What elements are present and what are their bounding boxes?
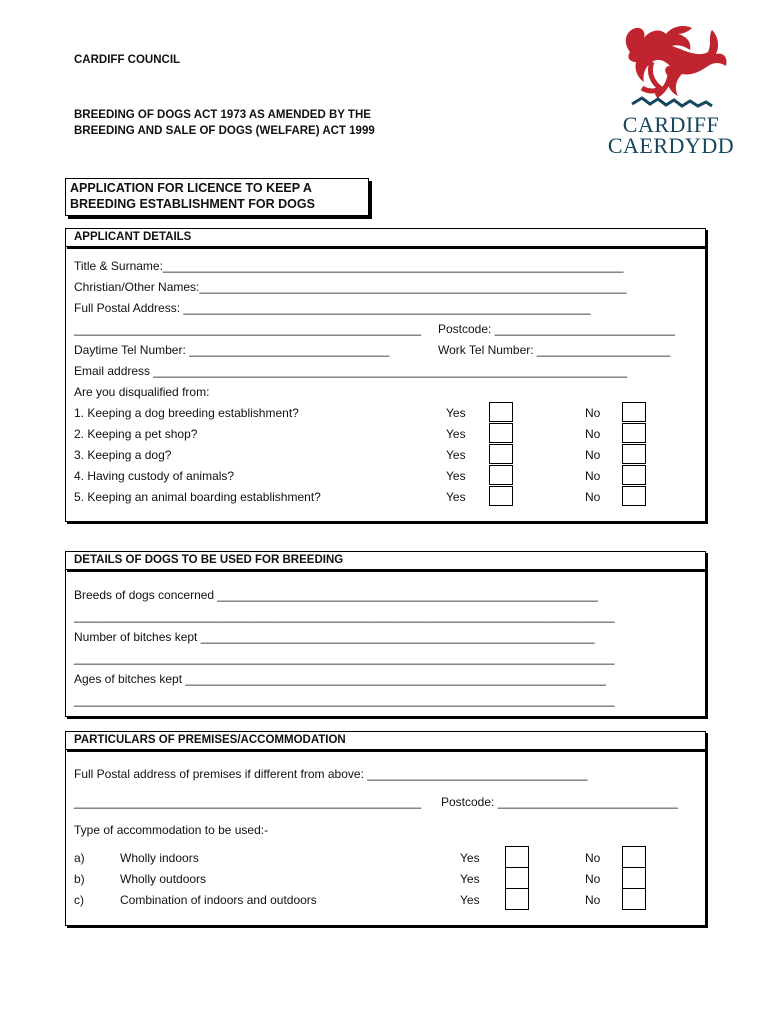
- breeds-field[interactable]: Breeds of dogs concerned _________________________________________________________: [74, 588, 598, 602]
- work-tel-field[interactable]: Work Tel Number: ____________________: [438, 343, 671, 357]
- premises-address-line-field[interactable]: ____________________________________________________: [74, 795, 422, 809]
- ages-line-field[interactable]: _________________________________________________________________________________: [74, 693, 615, 707]
- no-label: No: [585, 851, 601, 865]
- other-names-field[interactable]: Christian/Other Names:________________________________________________________________: [74, 280, 627, 294]
- bitches-kept-field[interactable]: Number of bitches kept ___________________________________________________________: [74, 630, 595, 644]
- premises-heading-bar: [65, 731, 706, 750]
- option-b-no-checkbox[interactable]: [622, 867, 646, 889]
- yes-label: Yes: [460, 893, 480, 907]
- dogs-heading-bar: [65, 551, 706, 570]
- form-title-line-1: APPLICATION FOR LICENCE TO KEEP A: [70, 181, 312, 195]
- yes-label: Yes: [460, 851, 480, 865]
- q4-yes-checkbox[interactable]: [489, 465, 513, 485]
- no-label: No: [585, 872, 601, 886]
- cardiff-logo: [606, 22, 736, 162]
- option-c-no-checkbox[interactable]: [622, 888, 646, 910]
- q5-no-checkbox[interactable]: [622, 486, 646, 506]
- daytime-tel-field[interactable]: Daytime Tel Number: ______________________________: [74, 343, 390, 357]
- dogs-heading: DETAILS OF DOGS TO BE USED FOR BREEDING: [74, 554, 344, 566]
- applicant-heading-bar: [65, 228, 706, 247]
- no-label: No: [585, 893, 601, 907]
- premises-heading: PARTICULARS OF PREMISES/ACCOMMODATION: [74, 734, 346, 746]
- ages-field[interactable]: Ages of bitches kept _______________________________________________________________: [74, 672, 606, 686]
- q1-no-checkbox[interactable]: [622, 402, 646, 422]
- option-b-letter: b): [74, 872, 85, 886]
- logo-text-caerdydd: CAERDYDD: [607, 133, 735, 158]
- no-label: No: [585, 427, 601, 441]
- dragon-icon: [612, 22, 732, 114]
- logo-text-cardiff: CARDIFF: [622, 112, 720, 137]
- q3-no-checkbox[interactable]: [622, 444, 646, 464]
- option-a-no-checkbox[interactable]: [622, 846, 646, 868]
- form-title-line-2: BREEDING ESTABLISHMENT FOR DOGS: [70, 197, 315, 211]
- accommodation-type-label: Type of accommodation to be used:-: [74, 823, 269, 837]
- question-2: 2. Keeping a pet shop?: [74, 427, 198, 441]
- question-1: 1. Keeping a dog breeding establishment?: [74, 406, 299, 420]
- premises-address-field[interactable]: Full Postal address of premises if different from above: _________________________________: [74, 767, 588, 781]
- yes-label: Yes: [446, 406, 466, 420]
- question-3: 3. Keeping a dog?: [74, 448, 172, 462]
- yes-label: Yes: [460, 872, 480, 886]
- q2-no-checkbox[interactable]: [622, 423, 646, 443]
- yes-label: Yes: [446, 448, 466, 462]
- option-c-letter: c): [74, 893, 84, 907]
- applicant-heading: APPLICANT DETAILS: [74, 231, 192, 243]
- email-field[interactable]: Email address _______________________________________________________________________: [74, 364, 628, 378]
- option-c-yes-checkbox[interactable]: [505, 888, 529, 910]
- q4-no-checkbox[interactable]: [622, 465, 646, 485]
- breeds-line-field[interactable]: _________________________________________________________________________________: [74, 609, 615, 623]
- question-4: 4. Having custody of animals?: [74, 469, 235, 483]
- no-label: No: [585, 448, 601, 462]
- address-line-field[interactable]: ____________________________________________________: [74, 322, 422, 336]
- option-c-label: Combination of indoors and outdoors: [120, 893, 317, 907]
- option-a-yes-checkbox[interactable]: [505, 846, 529, 868]
- no-label: No: [585, 406, 601, 420]
- bitches-kept-line-field[interactable]: _________________________________________________________________________________: [74, 651, 615, 665]
- q3-yes-checkbox[interactable]: [489, 444, 513, 464]
- yes-label: Yes: [446, 427, 466, 441]
- postal-address-field[interactable]: Full Postal Address: _____________________________________________________________: [74, 301, 591, 315]
- option-b-label: Wholly outdoors: [120, 872, 207, 886]
- question-5: 5. Keeping an animal boarding establishment?: [74, 490, 321, 504]
- yes-label: Yes: [446, 490, 466, 504]
- title-surname-field[interactable]: Title & Surname:_____________________________________________________________________: [74, 259, 624, 273]
- premises-postcode-field[interactable]: Postcode: ___________________________: [441, 795, 678, 809]
- q1-yes-checkbox[interactable]: [489, 402, 513, 422]
- disqualified-label: Are you disqualified from:: [74, 385, 210, 399]
- option-b-yes-checkbox[interactable]: [505, 867, 529, 889]
- council-name: CARDIFF COUNCIL: [74, 54, 181, 66]
- option-a-letter: a): [74, 851, 85, 865]
- no-label: No: [585, 469, 601, 483]
- no-label: No: [585, 490, 601, 504]
- q2-yes-checkbox[interactable]: [489, 423, 513, 443]
- q5-yes-checkbox[interactable]: [489, 486, 513, 506]
- act-line-1: BREEDING OF DOGS ACT 1973 AS AMENDED BY THE: [74, 109, 371, 121]
- act-line-2: BREEDING AND SALE OF DOGS (WELFARE) ACT 1999: [74, 125, 375, 137]
- form-title: [65, 178, 369, 216]
- option-a-label: Wholly indoors: [120, 851, 199, 865]
- postcode-field[interactable]: Postcode: ___________________________: [438, 322, 675, 336]
- yes-label: Yes: [446, 469, 466, 483]
